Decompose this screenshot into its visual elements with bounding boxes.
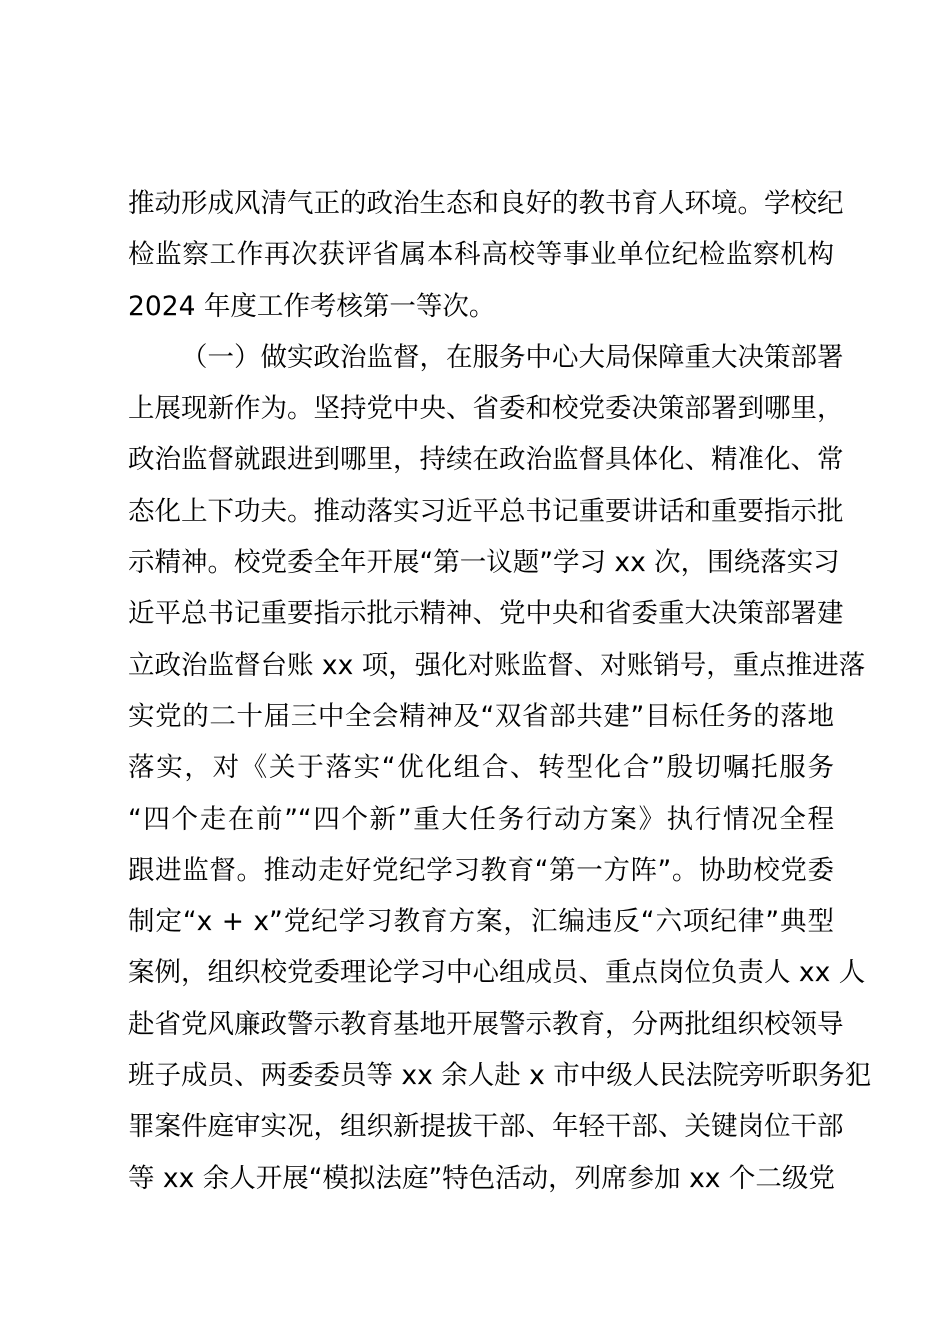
text-line: 态化上下功夫。推动落实习近平总书记重要讲话和重要指示批	[128, 495, 844, 527]
text-line: 近平总书记重要指示批示精神、党中央和省委重大决策部署建	[128, 598, 844, 630]
text-line: 赴省党风廉政警示教育基地开展警示教育，分两批组织校领导	[128, 1008, 844, 1040]
text-line: 检监察工作再次获评省属本科高校等事业单位纪检监察机构	[128, 239, 834, 271]
text-line: 推动形成风清气正的政治生态和良好的教书育人环境。学校纪	[128, 188, 844, 219]
text-line: 示精神。校党委全年开展“第一议题”学习 xx 次，围绕落实习	[128, 547, 840, 579]
text-line: 案例，组织校党委理论学习中心组成员、重点岗位负责人 xx 人	[128, 957, 866, 989]
text-line: 2024 年度工作考核第一等次。	[128, 290, 496, 322]
text-line: 立政治监督台账 xx 项，强化对账监督、对账销号，重点推进落	[128, 649, 866, 681]
text-line: 实党的二十届三中全会精神及“双省部共建”目标任务的落地	[128, 700, 834, 732]
body-text	[128, 178, 872, 1204]
text-line: 班子成员、两委委员等 xx 余人赴 x 市中级人民法院旁听职务犯	[128, 1060, 872, 1092]
text-line: 跟进监督。推动走好党纪学习教育“第一方阵”。协助校党委	[128, 854, 834, 886]
text-line: 罪案件庭审实况，组织新提拔干部、年轻干部、关键岗位干部	[128, 1111, 844, 1143]
section-heading-line: （一）做实政治监督，在服务中心大局保障重大决策部署	[181, 341, 844, 373]
text-line: 上展现新作为。坚持党中央、省委和校党委决策部署到哪里，	[128, 393, 844, 425]
text-line: 制定“x + x”党纪学习教育方案，汇编违反“六项纪律”典型	[128, 906, 834, 938]
text-line: 政治监督就跟进到哪里，持续在政治监督具体化、精准化、常	[128, 444, 844, 476]
text-line: 等 xx 余人开展“模拟法庭”特色活动，列席参加 xx 个二级党	[128, 1162, 835, 1194]
text-line: 落实，对《关于落实“优化组合、转型化合”殷切嘱托服务	[128, 752, 834, 784]
text-line: “四个走在前”“四个新”重大任务行动方案》执行情况全程	[128, 803, 834, 835]
